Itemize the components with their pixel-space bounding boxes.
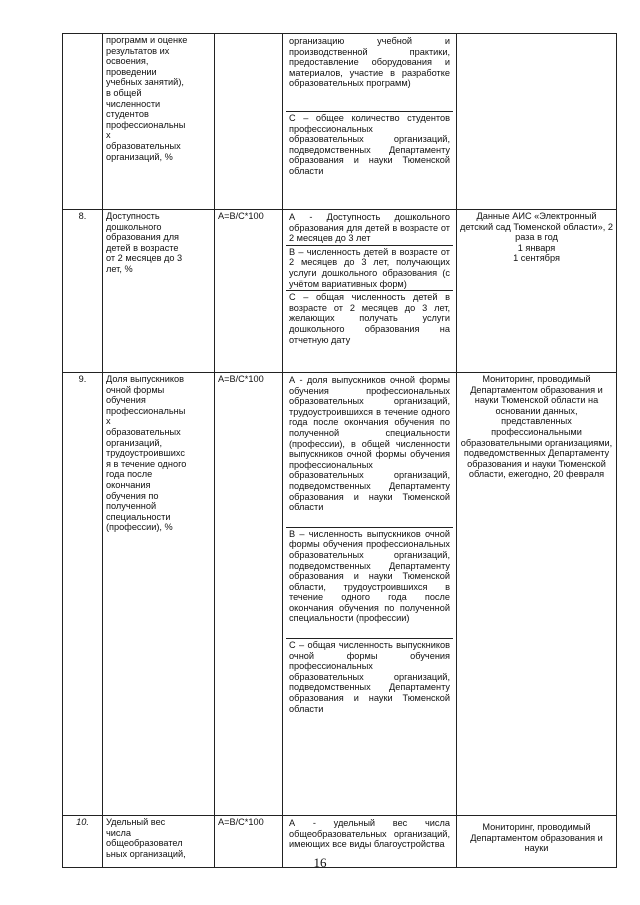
component-text: С – общая численность детей в возрасте от 2 месяцев до 3 лет, желающих получать услуги дошкольного образования на отчетную дату — [289, 292, 450, 345]
formula-components — [283, 34, 457, 210]
data-source: Мониторинг, проводимый Департаментом образования и науки — [457, 816, 617, 868]
component-text: С – общая численность выпускников очной формы обучения профессиональных образовательных организаций, подведомственных Департаменту образования и науки Тюменской области — [289, 640, 450, 714]
formula — [215, 34, 283, 210]
component-text: С – общее количество студентов профессиональных образовательных организаций, подведомственных Департаменту образования и науки Тюменской области — [289, 113, 450, 176]
component-text: организацию учебной и производственной практики, предоставление оборудования и материалов, участие в разработке образовательных программ) — [286, 35, 453, 112]
component-text: А - доля выпускников очной формы обучения профессиональных образовательных организаций, трудоустроившихся в течение одного года после окончания обучения по полученной специальности (профессии), в общей численности выпускников очной формы обучения профессиональных образовательных организаций, подведомственных Департаменту образования и науки Тюменской области — [286, 374, 453, 528]
table-row — [63, 373, 617, 816]
indicator-name: Удельный вес числа общеобразовател ьных организаций, — [103, 816, 215, 868]
formula: А=В/С*100 — [215, 210, 283, 373]
row-number — [63, 34, 103, 210]
formula: А=В/С*100 — [215, 816, 283, 868]
table-row — [63, 34, 617, 210]
data-source: Мониторинг, проводимый Департаментом образования и науки Тюменской области на основании данных, представленных профессиональными образовательными организациями, подведомственных Департаменту образования и науки Тюменской области, ежегодно, 20 февраля — [457, 373, 617, 816]
table-row — [63, 210, 617, 373]
row-number-text: 10. — [76, 817, 89, 827]
formula-components — [283, 373, 457, 816]
data-source: Данные АИС «Электронный детский сад Тюменской области», 2 раза в год 1 января 1 сентября — [457, 210, 617, 373]
row-number: 8. — [63, 210, 103, 373]
component-text: А - удельный вес числа общеобразовательных организаций, имеющих все виды благоустройства — [289, 818, 450, 850]
data-source — [457, 34, 617, 210]
indicator-name: программ и оценке результатов их освоения, проведении учебных занятий), в общей численности студентов профессиональны х образовательных организаций, % — [103, 34, 215, 210]
indicator-name: Доля выпускников очной формы обучения профессиональны х образовательных организаций, трудоустроившихс я в течение одного года после окончания обучения по полученной специальности (профессии), % — [103, 373, 215, 816]
page-number: 16 — [313, 855, 327, 870]
component-text: В – численность детей в возрасте от 2 месяцев до 3 лет, получающих услуги дошкольного образования (с учётом вариативных форм) — [286, 246, 453, 291]
indicators-table — [62, 33, 617, 868]
formula: А=В/С*100 — [215, 373, 283, 816]
component-text: В – численность выпускников очной формы обучения профессиональных образовательных организаций, подведомственных Департаменту образования и науки Тюменской области, трудоустроившихся в течение одного года после окончания обучения по полученной специальности (профессии) — [286, 528, 453, 639]
row-number: 9. — [63, 373, 103, 816]
formula-components — [283, 210, 457, 373]
component-text: А - Доступность дошкольного образования для детей в возрасте от 2 месяцев до 3 лет — [286, 211, 453, 246]
indicator-name: Доступность дошкольного образования для детей в возрасте от 2 месяцев до 3 лет, % — [103, 210, 215, 373]
